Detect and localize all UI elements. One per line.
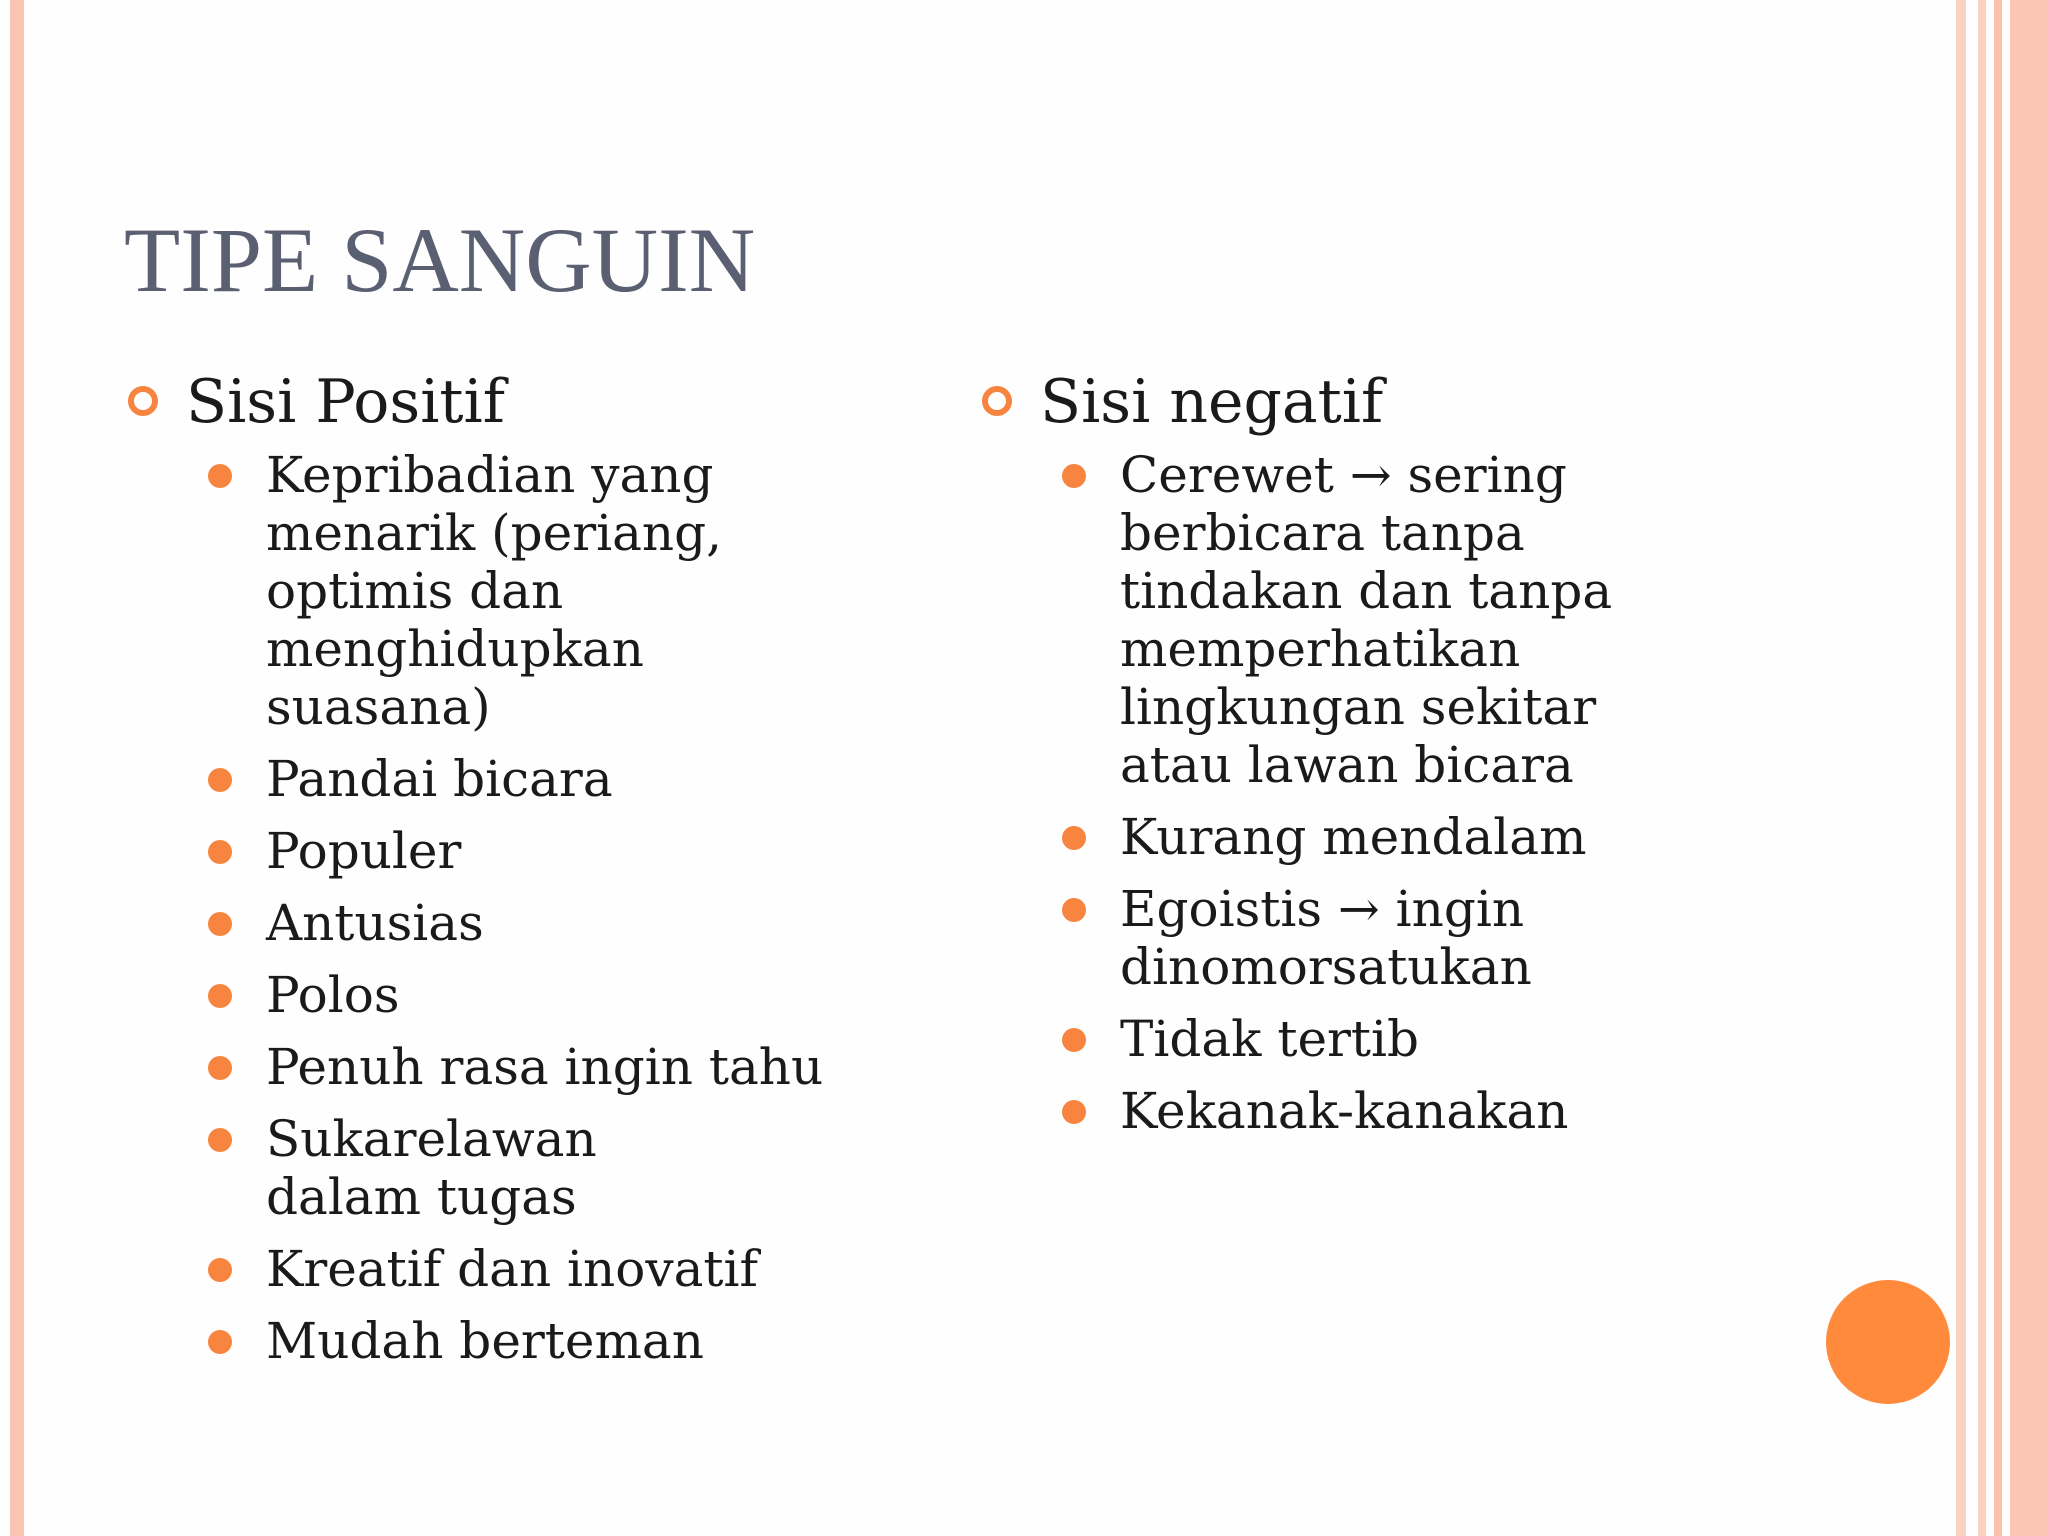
- list-item: Sukarelawan dalam tugas: [124, 1110, 666, 1226]
- dot-bullet-icon: [1062, 1028, 1086, 1052]
- list-item: Kreatif dan inovatif: [124, 1240, 924, 1298]
- decorative-circle: [1826, 1280, 1950, 1404]
- list-item: Populer: [124, 822, 924, 880]
- dot-bullet-icon: [208, 1056, 232, 1080]
- dot-bullet-icon: [208, 840, 232, 864]
- dot-bullet-icon: [1062, 1100, 1086, 1124]
- right-border-stripe: [1956, 0, 1966, 1536]
- ring-bullet-icon: [982, 386, 1012, 416]
- right-border-stripe: [2010, 0, 2048, 1536]
- list-item: Kekanak-kanakan: [978, 1082, 1858, 1140]
- left-border-stripe: [10, 0, 24, 1536]
- negative-heading: Sisi negatif: [1040, 367, 1384, 437]
- list-item: Egoistis → ingin dinomorsatukan: [978, 880, 1560, 996]
- negative-heading-item: [978, 362, 1858, 442]
- dot-bullet-icon: [208, 912, 232, 936]
- right-border-stripe: [1978, 0, 1986, 1536]
- positive-heading: Sisi Positif: [186, 367, 505, 437]
- list-item: Kurang mendalam: [978, 808, 1858, 866]
- right-border-stripe: [1994, 0, 2002, 1536]
- slide-title: TIPE SANGUIN: [124, 209, 756, 311]
- list-item: Tidak tertib: [978, 1010, 1858, 1068]
- list-item: Kepribadian yang menarik (periang, optimis dan menghidupkan suasana): [124, 446, 806, 736]
- dot-bullet-icon: [1062, 826, 1086, 850]
- dot-bullet-icon: [1062, 898, 1086, 922]
- list-item: Antusias: [124, 894, 924, 952]
- negative-list: [978, 446, 1858, 1140]
- dot-bullet-icon: [208, 1330, 232, 1354]
- dot-bullet-icon: [208, 1258, 232, 1282]
- dot-bullet-icon: [208, 768, 232, 792]
- dot-bullet-icon: [208, 464, 232, 488]
- list-item: Mudah berteman: [124, 1312, 924, 1370]
- list-item: Pandai bicara: [124, 750, 924, 808]
- dot-bullet-icon: [208, 1128, 232, 1152]
- positive-list: [124, 446, 924, 1370]
- positive-column: [124, 362, 924, 1384]
- dot-bullet-icon: [208, 984, 232, 1008]
- list-item: Polos: [124, 966, 924, 1024]
- negative-column: [978, 362, 1858, 1154]
- ring-bullet-icon: [128, 386, 158, 416]
- list-item: Penuh rasa ingin tahu: [124, 1038, 924, 1096]
- list-item: Cerewet → sering berbicara tanpa tindakan dan tanpa memperhatikan lingkungan sekitar atau lawan bicara: [978, 446, 1720, 794]
- dot-bullet-icon: [1062, 464, 1086, 488]
- positive-heading-item: [124, 362, 924, 442]
